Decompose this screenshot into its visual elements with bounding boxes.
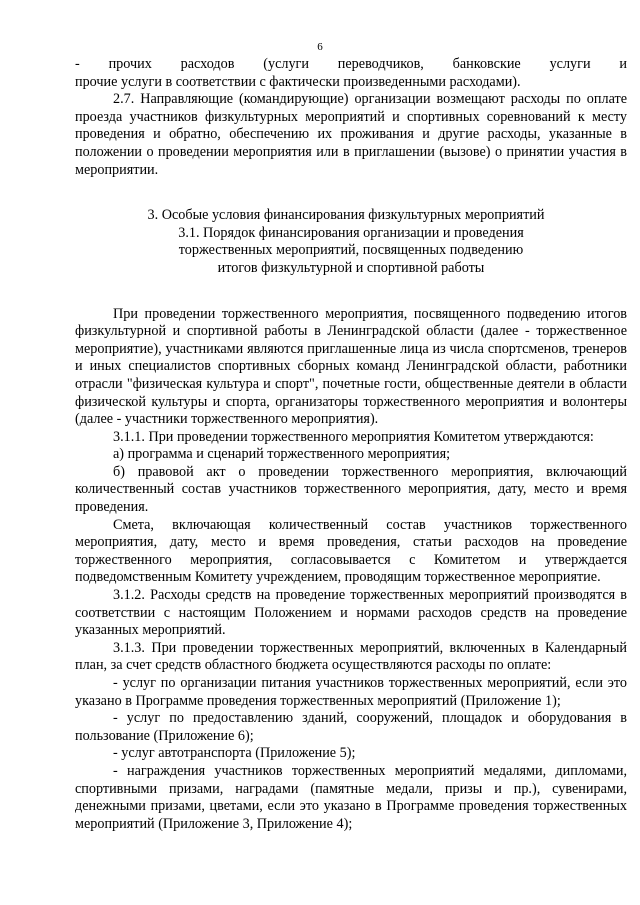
subsection-heading-line3: итогов физкультурной и спортивной работы <box>217 259 485 276</box>
spacer <box>75 278 627 306</box>
paragraph-3-1-2: 3.1.2. Расходы средств на проведение торжественных мероприятий производятся в соответствии с настоящим Положением и нормами расходов средств на проведение указанных мероприятий. <box>75 587 627 639</box>
section-heading-3: 3. Особые условия финансирования физкультурных мероприятий <box>147 207 545 224</box>
list-item-b: б) правовой акт о проведении торжественного мероприятия, включающий количественный состав участников торжественного мероприятия, дату, место и время проведения. <box>75 463 627 516</box>
paragraph-3-1-1: 3.1.1. При проведении торжественного мероприятия Комитетом утверждаются: <box>113 428 594 445</box>
list-item-a: а) программа и сценарий торжественного мероприятия; <box>113 446 451 463</box>
list-item-facilities: - услуг по предоставлению зданий, сооружений, площадок и оборудования в пользование (Приложение 6); <box>75 710 627 744</box>
subsection-heading-line1: 3.1. Порядок финансирования организации и проведения <box>178 224 524 241</box>
paragraph-intro: При проведении торжественного мероприятия, посвященного подведению итогов физкультурной и спортивной работы в Ленинградской области (далее - торжественное мероприятие), участниками являются приглашенные лица из числа спортсменов, тренеров и иных специалистов спортивных сборных команд Ленинградской области, работники отрасли "физическая культура и спорт", почетные гости, общественные деятели в области физической культуры и спорта, организаторы торжественного мероприятия и волонтеры (далее - участники торжественного мероприятия). <box>75 305 627 428</box>
paragraph-3-1-3: 3.1.3. При проведении торжественных мероприятий, включенных в Календарный план, за счет средств областного бюджета осуществляются расходы по оплате: <box>75 639 627 674</box>
list-item-other-expenses: - прочих расходов (услуги переводчиков, банковские услуги и <box>75 56 627 72</box>
page-number: 6 <box>317 41 323 53</box>
document-body <box>75 56 627 833</box>
list-item-other-expenses-cont: прочие услуги в соответствии с фактически произведенными расходами). <box>75 73 521 90</box>
list-item-transport: - услуг автотранспорта (Приложение 5); <box>113 745 356 762</box>
spacer <box>75 179 627 207</box>
list-item-awards: - награждения участников торжественных мероприятий медалями, дипломами, спортивными призами, наградами (памятные медали, призы и пр.), сувенирами, денежными призами, цветами, если это указано в Программе проведения торжественных мероприятий (Приложение 3, Приложение 4); <box>75 762 627 832</box>
paragraph-smeta: Смета, включающая количественный состав участников торжественного мероприятия, дату, место и время проведения, статьи расходов на проведение торжественного мероприятия, согласовывается с Комитетом и утверждается подведомственным Комитету учреждением, проводящим торжественное мероприятие. <box>75 516 627 586</box>
list-item-catering: - услуг по организации питания участников торжественных мероприятий, если это указано в Программе проведения торжественных мероприятий (Приложение 1); <box>75 675 627 709</box>
paragraph-2-7: 2.7. Направляющие (командирующие) организации возмещают расходы по оплате проезда участников физкультурных мероприятий и спортивных соревнований к месту проведения и обратно, обеспечению их проживания и другие расходы, указанные в положении о проведении мероприятия или в приглашении (вызове) о принятии участия в мероприятии. <box>75 91 627 178</box>
subsection-heading-line2: торжественных мероприятий, посвященных подведению <box>178 242 524 259</box>
